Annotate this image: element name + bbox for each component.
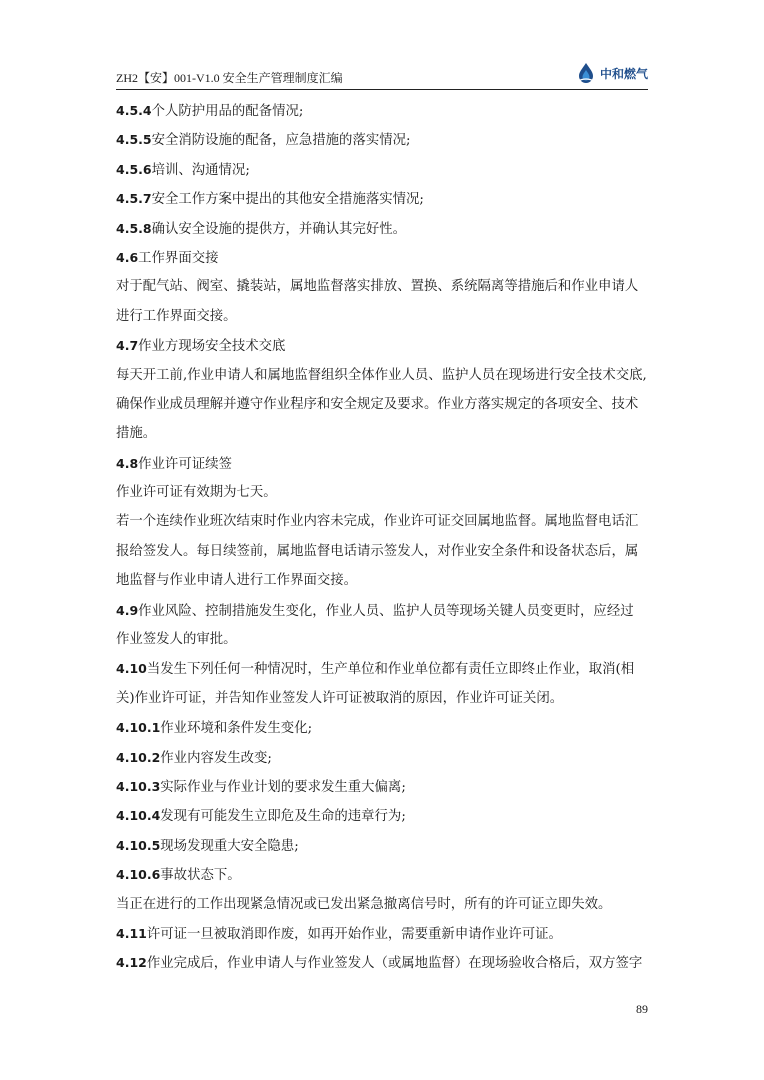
page-number: 89: [636, 1002, 648, 1016]
section-number: 4.9: [116, 602, 139, 618]
line-text: 作业许可证有效期为七天。: [116, 485, 277, 501]
line-text: 工作界面交接: [138, 250, 219, 266]
section-number: 4.7: [116, 338, 139, 354]
section-number: 4.5.6: [116, 161, 152, 177]
header-divider: [116, 89, 648, 90]
paragraph-line: [116, 625, 652, 654]
line-text: 作业环境和条件发生变化;: [160, 721, 313, 737]
section-line: [116, 331, 652, 360]
section-line: [116, 596, 652, 625]
paragraph-line: [116, 566, 652, 595]
section-line: [116, 243, 652, 272]
line-text: 许可证一旦被取消即作废，如再开始作业，需要重新申请作业许可证。: [146, 926, 562, 942]
line-text: 地监督与作业申请人进行工作界面交接。: [116, 573, 358, 589]
paragraph-line: [116, 507, 652, 536]
line-text: 作业签发人的审批。: [116, 632, 237, 648]
section-line: [116, 860, 652, 889]
line-text: 安全工作方案中提出的其他安全措施落实情况;: [151, 192, 424, 208]
section-number: 4.10.3: [116, 778, 161, 794]
line-text: 培训、沟通情况;: [151, 162, 250, 178]
document-title: ZH2【安】001-V1.0 安全生产管理制度汇编: [116, 71, 343, 85]
section-number: 4.10.2: [116, 749, 161, 765]
line-text: 作业许可证续签: [138, 456, 232, 472]
line-text: 作业内容发生改变;: [160, 750, 272, 766]
section-number: 4.5.4: [116, 103, 152, 118]
line-text: 当正在进行的工作出现紧急情况或已发出紧急撤离信号时，所有的许可证立即失效。: [116, 896, 612, 912]
section-line: [116, 449, 652, 478]
section-line: [116, 948, 652, 977]
section-line: [116, 654, 652, 683]
section-line: [116, 743, 652, 772]
company-logo: [574, 60, 648, 86]
page-header: [116, 60, 648, 88]
section-number: 4.5.8: [116, 220, 152, 236]
line-text: 每天开工前,作业申请人和属地监督组织全体作业人员、监护人员在现场进行安全技术交底,: [116, 367, 647, 383]
section-line: [116, 96, 652, 125]
section-number: 4.10.1: [116, 720, 161, 736]
logo-text: 中和燃气: [599, 66, 648, 81]
section-number: 4.10: [116, 661, 147, 677]
line-text: 当发生下列任何一种情况时，生产单位和作业单位都有责任立即终止作业，取消(相: [146, 662, 635, 678]
line-text: 对于配气站、阀室、撬装站，属地监督落实排放、置换、系统隔离等措施后和作业申请人: [116, 279, 639, 295]
section-number: 4.5.7: [116, 191, 152, 207]
line-text: 若一个连续作业班次结束时作业内容未完成，作业许可证交回属地监督。属地监督电话汇: [116, 514, 639, 530]
section-line: [116, 125, 652, 154]
section-number: 4.10.6: [116, 867, 161, 883]
paragraph-line: [116, 302, 652, 331]
section-number: 4.6: [116, 249, 139, 265]
paragraph-line: [116, 390, 652, 419]
section-line: [116, 155, 652, 184]
section-line: [116, 214, 652, 243]
paragraph-line: [116, 684, 652, 713]
section-number: 4.12: [116, 955, 147, 971]
section-line: [116, 184, 652, 213]
paragraph-line: [116, 419, 652, 448]
line-text: 安全消防设施的配备，应急措施的落实情况;: [151, 133, 411, 149]
section-line: [116, 919, 652, 948]
section-line: [116, 831, 652, 860]
paragraph-line: [116, 890, 652, 919]
section-line: [116, 713, 652, 742]
section-number: 4.10.4: [116, 808, 161, 824]
line-text: 发现有可能发生立即危及生命的违章行为;: [160, 809, 406, 825]
line-text: 报给签发人。每日续签前，属地监督电话请示签发人，对作业安全条件和设备状态后，属: [116, 543, 639, 559]
section-line: [116, 801, 652, 830]
section-number: 4.10.5: [116, 837, 161, 853]
line-text: 措施。: [116, 426, 157, 442]
document-body: [116, 96, 652, 978]
line-text: 现场发现重大安全隐患;: [160, 838, 299, 854]
flame-drop-icon: [574, 61, 598, 85]
line-text: 进行工作界面交接。: [116, 308, 237, 324]
paragraph-line: [116, 272, 652, 301]
line-text: 实际作业与作业计划的要求发生重大偏离;: [160, 779, 406, 795]
line-text: 确保作业成员理解并遵守作业程序和安全规定及要求。作业方落实规定的各项安全、技术: [116, 396, 639, 412]
line-text: 作业方现场安全技术交底: [138, 339, 286, 355]
section-number: 4.11: [116, 925, 147, 941]
line-text: 个人防护用品的配备情况;: [151, 104, 304, 119]
section-line: [116, 772, 652, 801]
paragraph-line: [116, 361, 652, 390]
line-text: 确认安全设施的提供方，并确认其完好性。: [151, 221, 407, 237]
line-text: 作业风险、控制措施发生变化，作业人员、监护人员等现场关键人员变更时，应经过: [138, 603, 634, 619]
line-text: 关)作业许可证，并告知作业签发人许可证被取消的原因，作业许可证关闭。: [116, 690, 564, 706]
line-text: 事故状态下。: [160, 868, 241, 884]
paragraph-line: [116, 537, 652, 566]
line-text: 作业完成后，作业申请人与作业签发人（或属地监督）在现场验收合格后，双方签字: [146, 956, 643, 972]
section-number: 4.8: [116, 455, 139, 471]
section-number: 4.5.5: [116, 132, 152, 148]
paragraph-line: [116, 478, 652, 507]
